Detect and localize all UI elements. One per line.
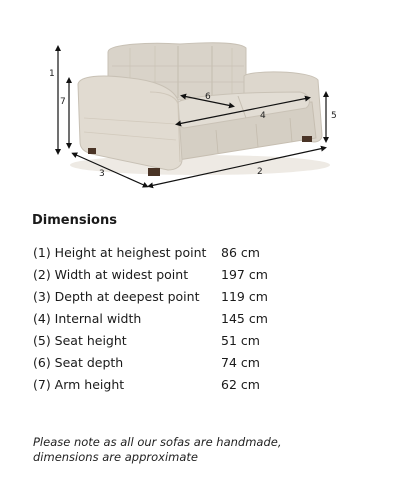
dimension-row	[33, 243, 373, 265]
label-width: 2	[257, 167, 263, 177]
dimension-label: (7) Arm height	[33, 377, 125, 392]
dimension-row	[33, 309, 373, 331]
dimension-label: (6) Seat depth	[33, 355, 124, 370]
dimension-row	[33, 287, 373, 309]
note-line-2: dimensions are approximate	[33, 450, 198, 464]
label-seat-height: 5	[331, 111, 337, 121]
dimension-value: 86 cm	[221, 245, 260, 260]
label-arm-height: 7	[60, 97, 66, 107]
label-seat-depth: 6	[205, 92, 211, 102]
handmade-note	[33, 435, 373, 465]
dimension-value: 51 cm	[221, 333, 260, 348]
dimension-value: 197 cm	[221, 267, 268, 282]
dimension-label: (2) Width at widest point	[33, 267, 189, 282]
sofa-illustration	[70, 43, 330, 176]
label-depth: 3	[99, 169, 105, 179]
label-internal-width: 4	[260, 111, 266, 121]
dimension-label: (4) Internal width	[33, 311, 142, 326]
label-height: 1	[49, 69, 55, 79]
note-line-1: Please note as all our sofas are handmade,	[33, 435, 282, 449]
dimension-row	[33, 265, 373, 287]
dimension-value: 74 cm	[221, 355, 260, 370]
dimension-label: (5) Seat height	[33, 333, 127, 348]
dimension-value: 62 cm	[221, 377, 260, 392]
dimensions-heading: Dimensions	[32, 213, 117, 228]
dimension-row	[33, 331, 373, 353]
dimension-value: 119 cm	[221, 289, 268, 304]
dimension-value: 145 cm	[221, 311, 268, 326]
dimension-label: (1) Height at heighest point	[33, 245, 207, 260]
dimension-label: (3) Depth at deepest point	[33, 289, 200, 304]
dimension-row	[33, 353, 373, 375]
dimension-row	[33, 375, 373, 397]
sofa-dimensions-diagram	[0, 0, 400, 200]
dimensions-list	[33, 243, 373, 397]
